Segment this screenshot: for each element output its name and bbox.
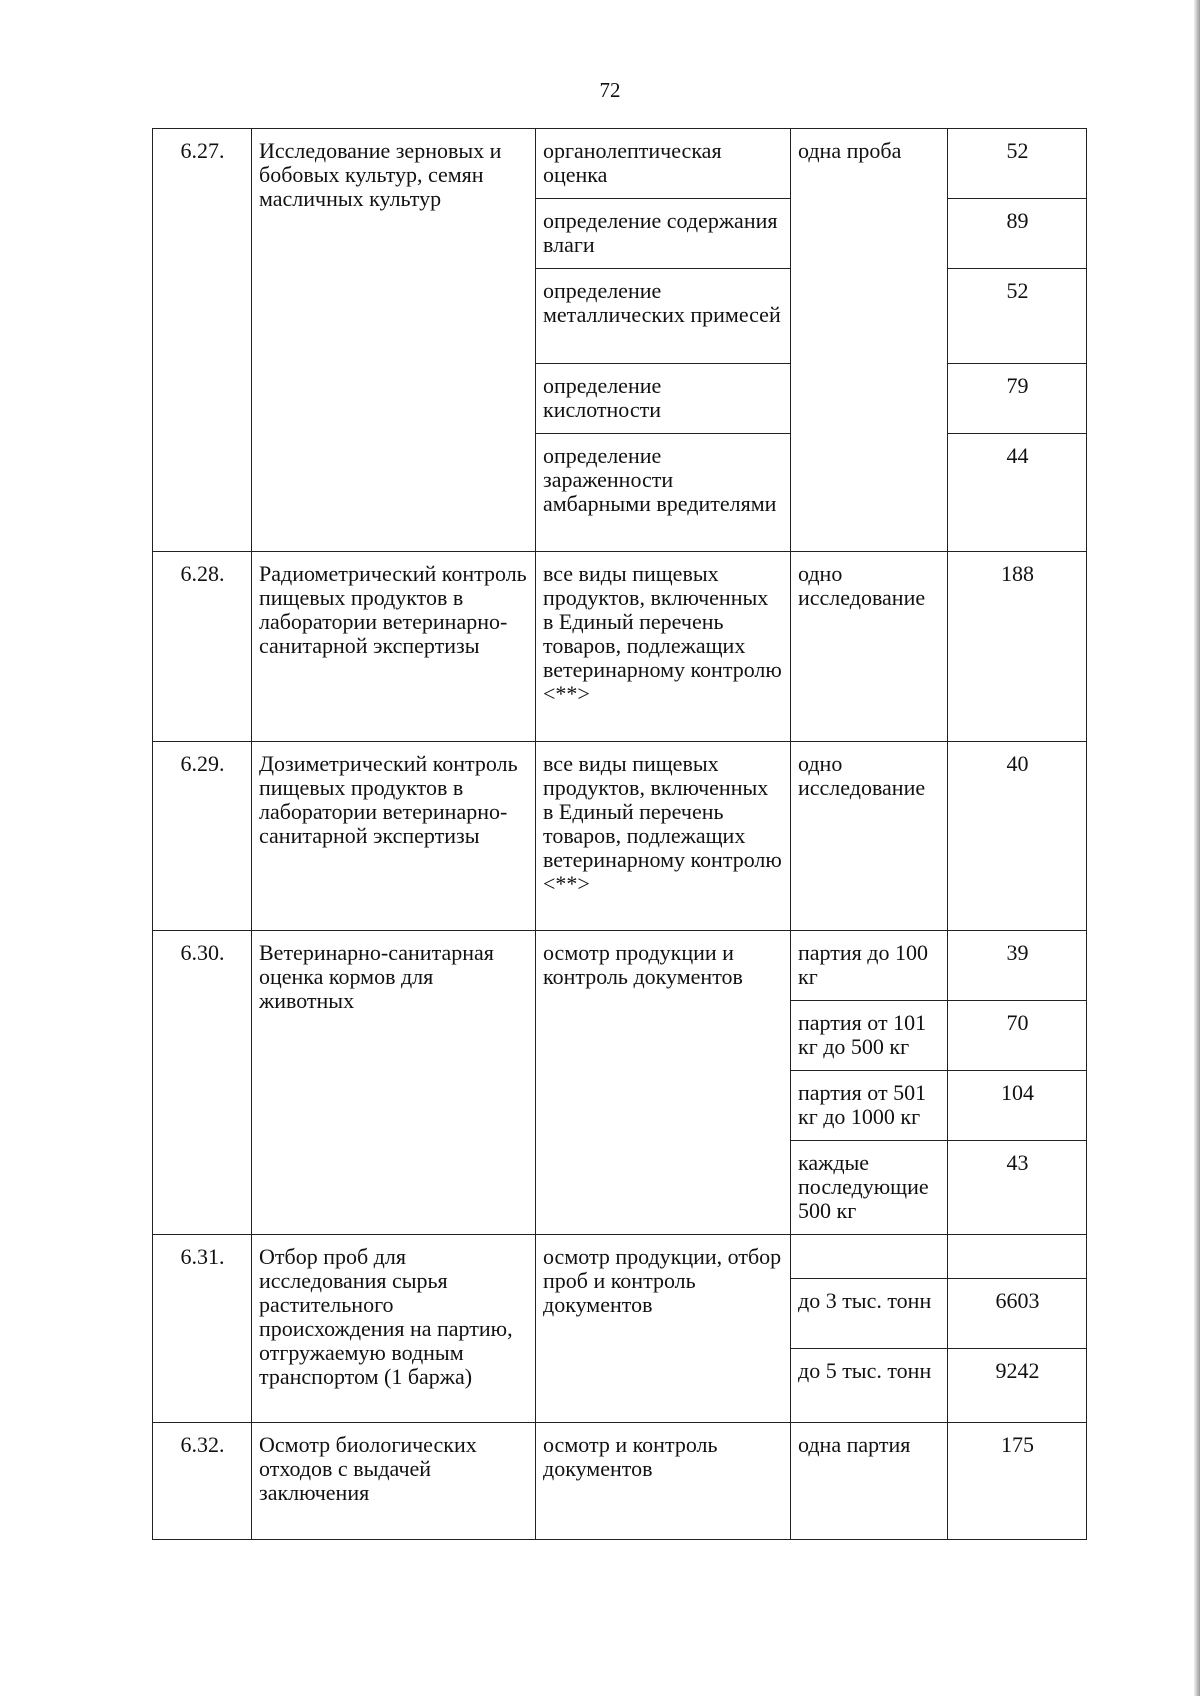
method-cell: определение зараженности амбарными вредителями xyxy=(536,434,791,552)
price-cell: 40 xyxy=(948,742,1087,931)
unit-cell: партия до 100 кг xyxy=(791,931,948,1001)
price-table xyxy=(152,128,1087,1540)
row-number: 6.31. xyxy=(153,1235,252,1423)
method-cell: все виды пищевых продуктов, включенных в Единый перечень товаров, подлежащих ветеринарному контролю <**> xyxy=(536,742,791,931)
price-cell: 39 xyxy=(948,931,1087,1001)
price-cell: 52 xyxy=(948,269,1087,364)
price-cell: 6603 xyxy=(948,1279,1087,1349)
service-name: Радиометрический контроль пищевых продуктов в лаборатории ветеринарно-санитарной экспертизы xyxy=(252,552,536,742)
table-row xyxy=(153,1423,1087,1540)
table-row xyxy=(153,931,1087,1001)
unit-cell: одна проба xyxy=(791,129,948,552)
service-name: Дозиметрический контроль пищевых продуктов в лаборатории ветеринарно-санитарной экспертизы xyxy=(252,742,536,931)
row-number: 6.30. xyxy=(153,931,252,1235)
row-number: 6.32. xyxy=(153,1423,252,1540)
price-cell: 188 xyxy=(948,552,1087,742)
service-name: Осмотр биологических отходов с выдачей заключения xyxy=(252,1423,536,1540)
table-row xyxy=(153,552,1087,742)
unit-cell: одно исследование xyxy=(791,552,948,742)
unit-cell xyxy=(791,1235,948,1279)
page-number: 72 xyxy=(599,78,621,102)
method-cell: осмотр и контроль документов xyxy=(536,1423,791,1540)
method-cell: определение содержания влаги xyxy=(536,199,791,269)
price-cell: 43 xyxy=(948,1141,1087,1235)
price-cell: 70 xyxy=(948,1001,1087,1071)
unit-cell: одна партия xyxy=(791,1423,948,1540)
method-cell: определение кислотности xyxy=(536,364,791,434)
price-cell: 44 xyxy=(948,434,1087,552)
unit-cell: до 3 тыс. тонн xyxy=(791,1279,948,1349)
unit-cell: партия от 101 кг до 500 кг xyxy=(791,1001,948,1071)
service-name: Ветеринарно-санитарная оценка кормов для животных xyxy=(252,931,536,1235)
method-cell: осмотр продукции, отбор проб и контроль документов xyxy=(536,1235,791,1423)
table-row xyxy=(153,742,1087,931)
service-name: Исследование зерновых и бобовых культур, семян масличных культур xyxy=(252,129,536,552)
price-cell: 175 xyxy=(948,1423,1087,1540)
method-cell: осмотр продукции и контроль документов xyxy=(536,931,791,1235)
unit-cell: до 5 тыс. тонн xyxy=(791,1349,948,1423)
price-cell: 89 xyxy=(948,199,1087,269)
scan-edge xyxy=(1194,0,1200,1696)
table-row xyxy=(153,1235,1087,1279)
table-row xyxy=(153,129,1087,199)
row-number: 6.29. xyxy=(153,742,252,931)
method-cell: определение металлических примесей xyxy=(536,269,791,364)
row-number: 6.28. xyxy=(153,552,252,742)
row-number: 6.27. xyxy=(153,129,252,552)
price-cell: 52 xyxy=(948,129,1087,199)
method-cell: все виды пищевых продуктов, включенных в Единый перечень товаров, подлежащих ветеринарному контролю <**> xyxy=(536,552,791,742)
price-cell: 9242 xyxy=(948,1349,1087,1423)
service-name: Отбор проб для исследования сырья растительного происхождения на партию, отгружаемую водным транспортом (1 баржа) xyxy=(252,1235,536,1423)
price-cell: 104 xyxy=(948,1071,1087,1141)
price-cell: 79 xyxy=(948,364,1087,434)
unit-cell: партия от 501 кг до 1000 кг xyxy=(791,1071,948,1141)
method-cell: органолептическая оценка xyxy=(536,129,791,199)
unit-cell: каждые последующие 500 кг xyxy=(791,1141,948,1235)
price-cell xyxy=(948,1235,1087,1279)
unit-cell: одно исследование xyxy=(791,742,948,931)
